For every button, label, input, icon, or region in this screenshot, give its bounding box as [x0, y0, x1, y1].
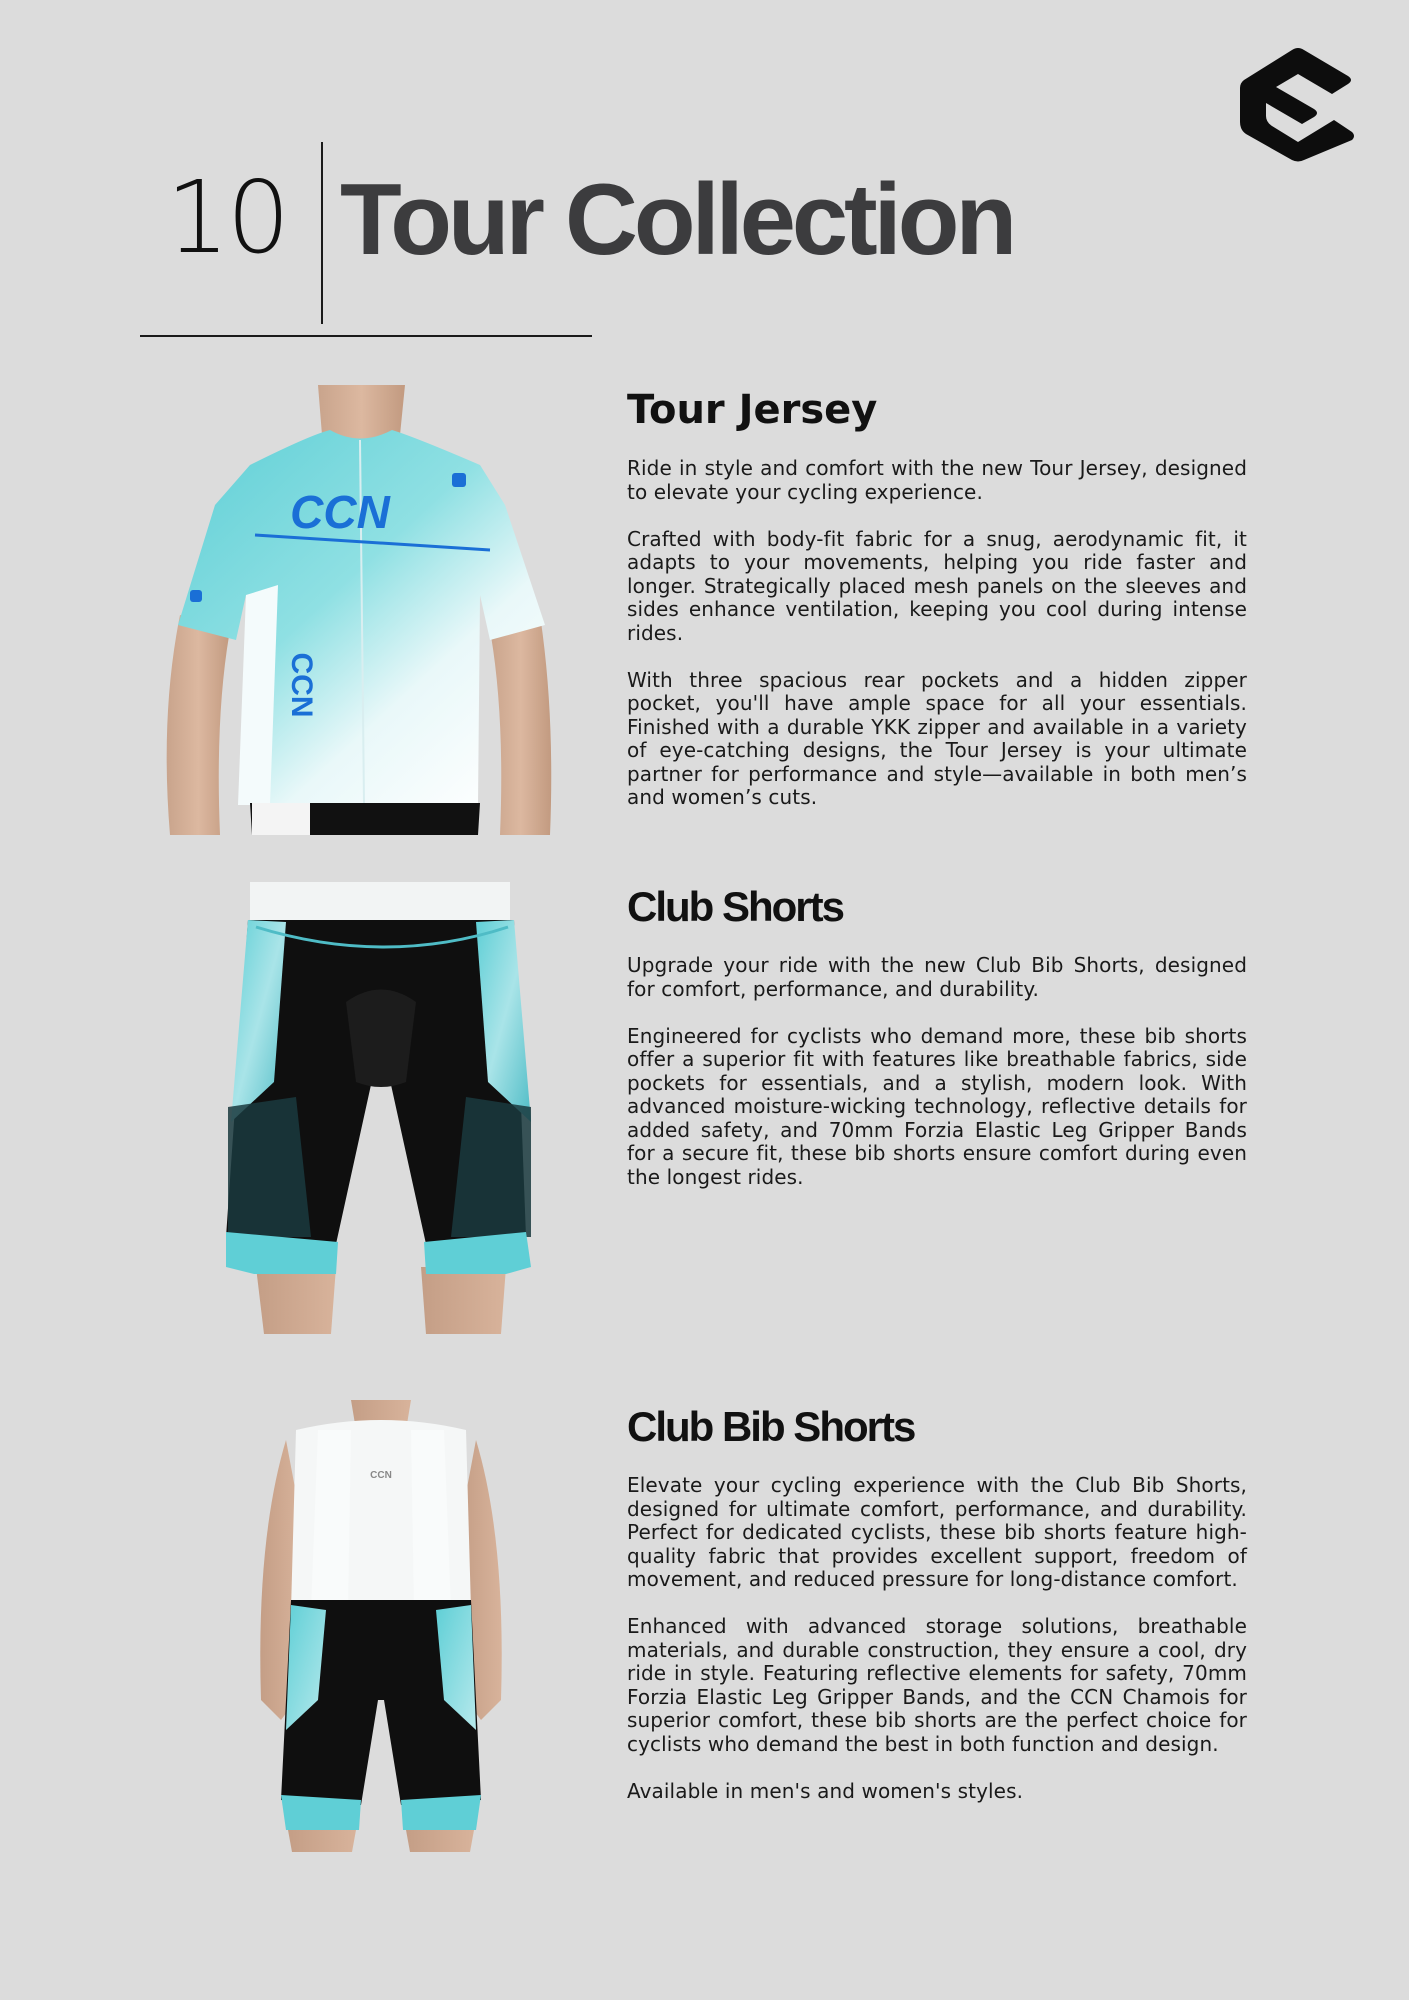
- club-bib-shorts-photo: [256, 1400, 506, 1852]
- section-title: Tour Jersey: [627, 387, 878, 433]
- ccn-brand-logo-icon: [1236, 42, 1360, 166]
- paragraph: With three spacious rear pockets and a hidden zipper pocket, you'll have ample space for all your essentials. Finished with a durable YKK zipper and available in a variety of eye-catching designs, the Tour Jersey is your ultimate partner for performance and style—available in both men’s and women’s cuts.: [627, 667, 1247, 809]
- paragraph: Crafted with body-fit fabric for a snug, aerodynamic fit, it adapts to your movements, helping you ride faster and longer. Strategically placed mesh panels on the sleeves and sides enhance ventilation, keeping you cool during intense rides.: [627, 526, 1247, 645]
- svg-text:CCN: CCN: [370, 1470, 392, 1481]
- club-shorts-photo: [226, 882, 536, 1334]
- paragraph: Upgrade your ride with the new Club Bib Shorts, designed for comfort, performance, and durability.: [627, 953, 1247, 1001]
- title-underline: [140, 335, 592, 337]
- paragraph: Ride in style and comfort with the new Tour Jersey, designed to elevate your cycling experience.: [627, 456, 1247, 504]
- section-title: Club Bib Shorts: [627, 1403, 915, 1450]
- title-divider: [321, 142, 323, 324]
- tour-jersey-section: [627, 383, 1247, 833]
- page-title: Tour Collection: [340, 164, 1014, 276]
- paragraph: Elevate your cycling experience with the Club Bib Shorts, designed for ultimate comfort, performance, and durability. Perfect for dedicated cyclists, these bib shorts feature high-quality fabric that provides excellent support, freedom of movement, and reduced pressure for long-distance comfort.: [627, 1473, 1247, 1591]
- tour-jersey-photo: [160, 385, 555, 835]
- jersey-ccn-print: CCN: [290, 486, 390, 538]
- paragraph: Available in men's and women's styles.: [627, 1778, 1024, 1803]
- club-shorts-section: [627, 880, 1247, 1213]
- section-title: Club Shorts: [627, 883, 843, 930]
- paragraph: Engineered for cyclists who demand more, these bib shorts offer a superior fit with features like breathable fabrics, side pockets for essentials, and a stylish, modern look. With advanced moisture-wicking technology, reflective details for added safety, and 70mm Forzia Elastic Leg Gripper Bands for a secure fit, these bib shorts ensure comfort during even the longest rides.: [627, 1023, 1247, 1189]
- page-number: 10: [166, 159, 288, 276]
- paragraph: Enhanced with advanced storage solutions, breathable materials, and durable construction, they ensure a cool, dry ride in style. Featuring reflective elements for safety, 70mm Forzia Elastic Leg Gripper Bands, and the CCN Chamois for superior comfort, these bib shorts are the perfect choice for cyclists who demand the best in both function and design.: [627, 1614, 1247, 1756]
- svg-text:CCN: CCN: [285, 652, 318, 718]
- club-bib-shorts-section: [627, 1400, 1247, 1827]
